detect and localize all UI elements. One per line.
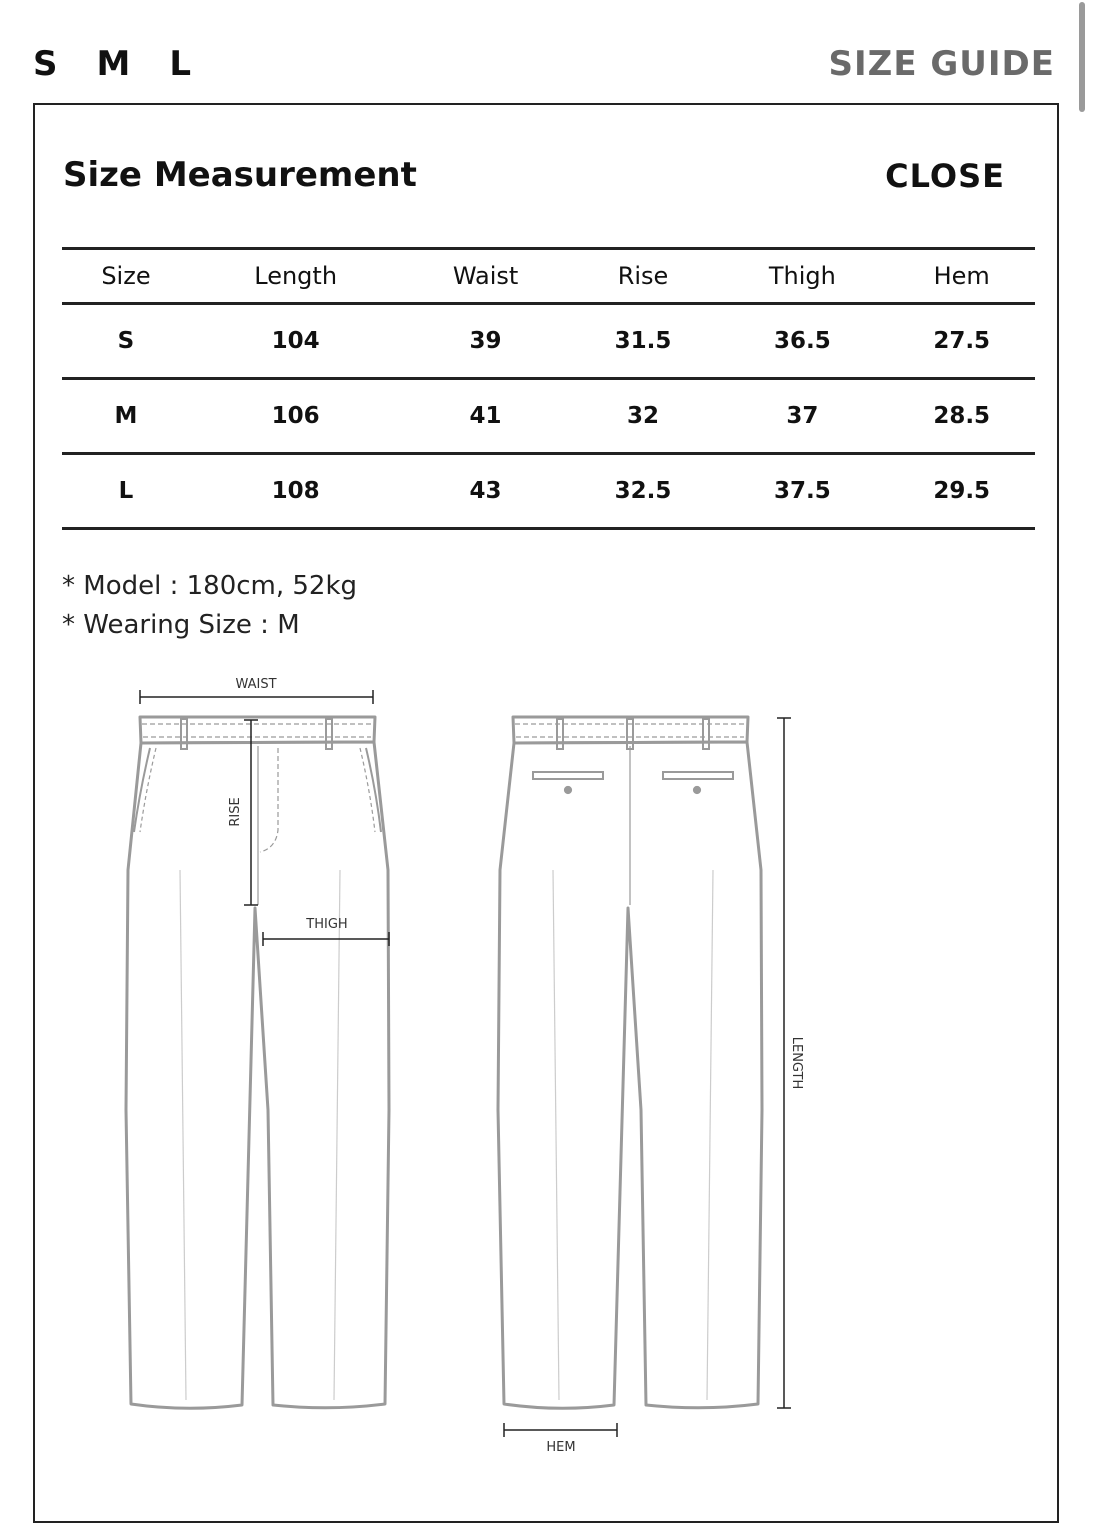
cell: 37.5 bbox=[716, 454, 888, 529]
thigh-label: THIGH bbox=[306, 917, 348, 932]
cell: S bbox=[62, 304, 190, 379]
model-info: * Model : 180cm, 52kg bbox=[62, 571, 358, 601]
header-hem: Hem bbox=[888, 249, 1035, 304]
cell: L bbox=[62, 454, 190, 529]
cell: 32 bbox=[570, 379, 717, 454]
cell: 41 bbox=[401, 379, 569, 454]
hem-dimension bbox=[504, 1423, 617, 1437]
close-button[interactable]: CLOSE bbox=[885, 157, 1005, 195]
cell: 28.5 bbox=[888, 379, 1035, 454]
header-rise: Rise bbox=[570, 249, 717, 304]
cell: 104 bbox=[190, 304, 402, 379]
size-option-s[interactable]: S bbox=[33, 44, 59, 84]
cell: M bbox=[62, 379, 190, 454]
header-waist: Waist bbox=[401, 249, 569, 304]
cell: 32.5 bbox=[570, 454, 717, 529]
header-size: Size bbox=[62, 249, 190, 304]
header-thigh: Thigh bbox=[716, 249, 888, 304]
size-guide-title[interactable]: SIZE GUIDE bbox=[828, 44, 1055, 84]
cell: 37 bbox=[716, 379, 888, 454]
cell: 29.5 bbox=[888, 454, 1035, 529]
size-option-m[interactable]: M bbox=[96, 44, 132, 84]
cell: 39 bbox=[401, 304, 569, 379]
length-dimension bbox=[777, 718, 791, 1408]
waist-dimension bbox=[140, 690, 373, 704]
cell: 27.5 bbox=[888, 304, 1035, 379]
cell: 106 bbox=[190, 379, 402, 454]
cell: 31.5 bbox=[570, 304, 717, 379]
size-option-l[interactable]: L bbox=[169, 44, 193, 84]
wearing-size-info: * Wearing Size : M bbox=[62, 610, 300, 640]
hem-label: HEM bbox=[546, 1440, 576, 1455]
cell: 43 bbox=[401, 454, 569, 529]
header-length: Length bbox=[190, 249, 402, 304]
cell: 36.5 bbox=[716, 304, 888, 379]
length-label: LENGTH bbox=[789, 1036, 804, 1090]
waist-label: WAIST bbox=[235, 677, 277, 692]
cell: 108 bbox=[190, 454, 402, 529]
rise-label: RISE bbox=[228, 797, 243, 827]
panel-title: Size Measurement bbox=[63, 155, 417, 195]
